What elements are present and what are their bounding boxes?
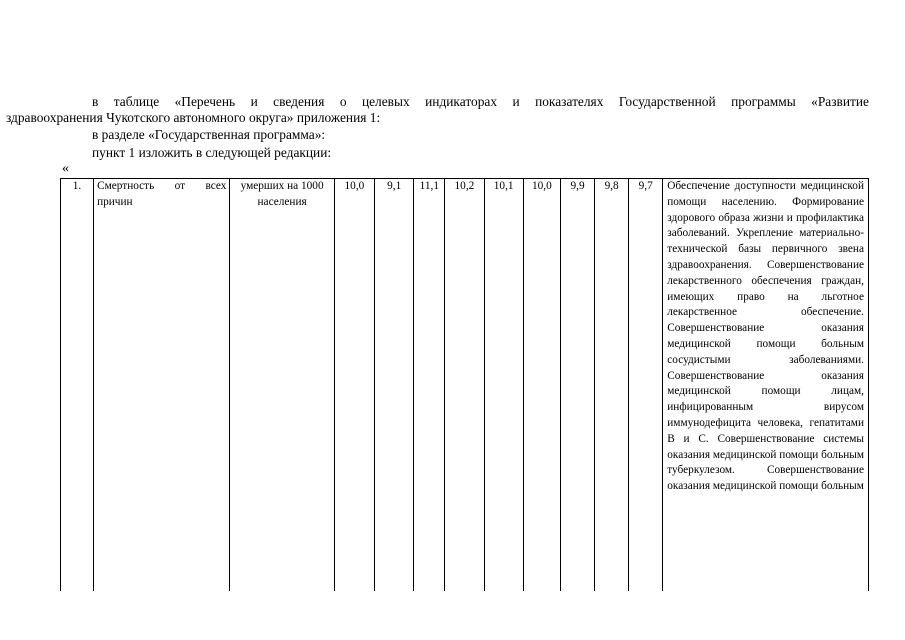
unit-of-measure: умерших на 1000 населения — [230, 179, 334, 592]
value-cell: 10,0 — [334, 179, 374, 592]
value-cell: 9,7 — [629, 179, 663, 592]
value-cell: 9,1 — [375, 179, 414, 592]
indicators-table — [60, 178, 869, 591]
edit-instruction: пункт 1 изложить в следующей редакции: — [92, 145, 332, 160]
section-reference: в разделе «Государственная программа»: — [92, 127, 326, 142]
intro-paragraph-line-1: в таблице «Перечень и сведения о целевых индикаторах и показателях Государственной программы «Развитие — [92, 94, 869, 109]
activities-description: Обеспечение доступности медицинской помощи населению. Формирование здорового образа жизни и профилактика заболеваний. Укрепление материально-технической базы первичного звена здравоохранения. Совершенствование лекарственного обеспечения граждан, имеющих право на льготное лекарственное обеспечение. Совершенствование оказания медицинской помощи больным сосудистыми заболеваниями. Совершенствование оказания медицинской помощи лицам, инфицированным вирусом иммунодефицита человека, гепатитами В и С. Совершенствование системы оказания медицинской помощи больным туберкулезом. Совершенствование оказания медицинской помощи больным — [663, 179, 869, 592]
value-cell: 10,2 — [445, 179, 484, 592]
value-cell: 10,0 — [523, 179, 560, 592]
opening-quote: « — [62, 161, 69, 176]
intro-paragraph-line-2: здравоохранения Чукотского автономного округа» приложения 1: — [6, 110, 381, 125]
indicator-name: Смертность от всех причин — [94, 179, 230, 592]
table-row — [61, 179, 869, 592]
value-cell: 11,1 — [414, 179, 445, 592]
value-cell: 9,9 — [560, 179, 594, 592]
value-cell: 10,1 — [484, 179, 523, 592]
value-cell: 9,8 — [595, 179, 629, 592]
row-number: 1. — [61, 179, 94, 592]
